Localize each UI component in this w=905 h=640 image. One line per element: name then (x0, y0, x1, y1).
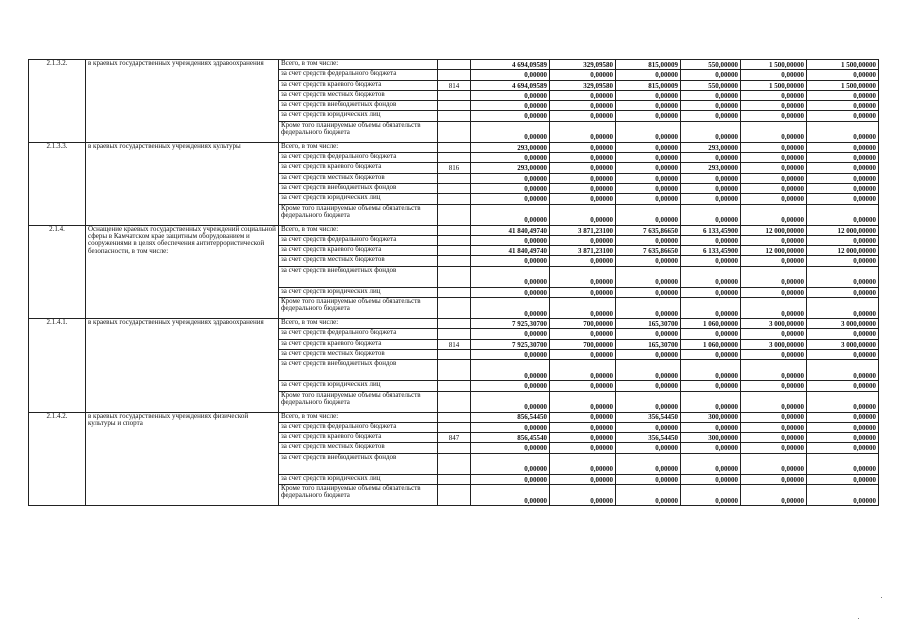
amount-cell: 0,00000 (681, 153, 741, 163)
funding-source: за счет средств краевого бюджета (279, 163, 438, 173)
amount-cell: 0,00000 (741, 349, 807, 359)
amount-cell: 3 871,23100 (550, 225, 616, 235)
amount-cell: 0,00000 (550, 90, 616, 100)
measure-name: в краевых государственных учреждениях здравоохранения (86, 60, 279, 143)
amount-cell: 0,00000 (616, 360, 681, 381)
amount-cell: 0,00000 (741, 163, 807, 173)
budget-code (438, 443, 471, 453)
funding-source: Всего, в том числе: (279, 225, 438, 235)
section-number: 2.1.4.2. (29, 412, 86, 505)
amount-cell: 0,00000 (807, 381, 879, 391)
amount-cell: 0,00000 (681, 453, 741, 474)
amount-cell: 0,00000 (471, 360, 550, 381)
amount-cell: 7 635,86650 (616, 225, 681, 235)
amount-cell: 0,00000 (681, 422, 741, 432)
amount-cell: 0,00000 (741, 453, 807, 474)
amount-cell: 0,00000 (550, 183, 616, 193)
funding-source: за счет средств внебюджетных фондов (279, 266, 438, 287)
amount-cell: 329,09580 (550, 60, 616, 70)
amount-cell: 0,00000 (550, 163, 616, 173)
amount-cell: 293,00000 (681, 142, 741, 152)
amount-cell: 0,00000 (471, 453, 550, 474)
amount-cell: 0,00000 (741, 474, 807, 484)
amount-cell: 0,00000 (471, 90, 550, 100)
amount-cell: 329,09580 (550, 80, 616, 90)
amount-cell: 0,00000 (741, 142, 807, 152)
amount-cell: 0,00000 (807, 360, 879, 381)
measure-name: в краевых государственных учреждениях культуры (86, 142, 279, 225)
budget-code (438, 101, 471, 111)
amount-cell: 0,00000 (550, 422, 616, 432)
amount-cell: 0,00000 (471, 287, 550, 297)
amount-cell: 0,00000 (471, 381, 550, 391)
amount-cell: 0,00000 (741, 443, 807, 453)
amount-cell: 0,00000 (616, 266, 681, 287)
amount-cell: 0,00000 (807, 474, 879, 484)
amount-cell: 0,00000 (616, 381, 681, 391)
amount-cell: 0,00000 (741, 381, 807, 391)
amount-cell: 0,00000 (616, 256, 681, 266)
amount-cell: 0,00000 (616, 183, 681, 193)
amount-cell: 0,00000 (471, 485, 550, 506)
budget-code (438, 111, 471, 121)
section-number: 2.1.3.2. (29, 60, 86, 143)
amount-cell: 0,00000 (471, 443, 550, 453)
funding-source: за счет средств краевого бюджета (279, 339, 438, 349)
amount-cell: 4 694,09589 (471, 80, 550, 90)
budget-code: 814 (438, 339, 471, 349)
budget-code (438, 266, 471, 287)
measure-name: Оснащение краевых государственных учреждений социальной сферы в Камчатском крае защитным оборудованием и сооружениями в целях обеспечения антитеррористической безопасности, в том числе: (86, 225, 279, 318)
budget-code (438, 391, 471, 412)
budget-code (438, 90, 471, 100)
amount-cell: 0,00000 (807, 298, 879, 319)
amount-cell: 0,00000 (471, 153, 550, 163)
budget-code (438, 319, 471, 329)
amount-cell: 293,00000 (681, 163, 741, 173)
amount-cell: 0,00000 (471, 266, 550, 287)
amount-cell: 0,00000 (616, 349, 681, 359)
amount-cell: 0,00000 (807, 412, 879, 422)
measure-name: в краевых государственных учреждениях физической культуры и спорта (86, 412, 279, 505)
funding-source: Кроме того планируемые объемы обязательств федерального бюджета (279, 298, 438, 319)
budget-code (438, 287, 471, 297)
amount-cell: 0,00000 (616, 204, 681, 225)
table-row (29, 319, 879, 329)
amount-cell: 0,00000 (616, 70, 681, 80)
amount-cell: 0,00000 (550, 256, 616, 266)
amount-cell: 0,00000 (681, 101, 741, 111)
table-row (29, 412, 879, 422)
amount-cell: 3 000,00000 (807, 339, 879, 349)
amount-cell: 0,00000 (807, 101, 879, 111)
amount-cell: 0,00000 (807, 90, 879, 100)
amount-cell: 0,00000 (616, 391, 681, 412)
amount-cell: 300,00000 (681, 412, 741, 422)
funding-source: за счет средств местных бюджетов (279, 349, 438, 359)
amount-cell: 0,00000 (550, 287, 616, 297)
amount-cell: 0,00000 (807, 153, 879, 163)
funding-source: Кроме того планируемые объемы обязательств федерального бюджета (279, 204, 438, 225)
amount-cell: 1 500,00000 (807, 60, 879, 70)
amount-cell: 0,00000 (471, 298, 550, 319)
amount-cell: 0,00000 (616, 194, 681, 204)
budget-code (438, 412, 471, 422)
amount-cell: 815,00009 (616, 80, 681, 90)
amount-cell: 0,00000 (616, 235, 681, 245)
amount-cell: 0,00000 (741, 360, 807, 381)
amount-cell: 0,00000 (807, 453, 879, 474)
amount-cell: 0,00000 (681, 173, 741, 183)
measure-name: в краевых государственных учреждениях здравоохранения (86, 319, 279, 412)
amount-cell: 0,00000 (741, 298, 807, 319)
budget-code (438, 153, 471, 163)
amount-cell: 0,00000 (681, 443, 741, 453)
amount-cell: 41 840,49740 (471, 246, 550, 256)
amount-cell: 12 000,00000 (807, 225, 879, 235)
amount-cell: 0,00000 (681, 194, 741, 204)
amount-cell: 0,00000 (807, 173, 879, 183)
funding-source: Всего, в том числе: (279, 412, 438, 422)
budget-code (438, 183, 471, 193)
amount-cell: 0,00000 (681, 360, 741, 381)
budget-code (438, 256, 471, 266)
amount-cell: 12 000,00000 (807, 246, 879, 256)
amount-cell: 0,00000 (681, 70, 741, 80)
amount-cell: 12 000,00000 (741, 246, 807, 256)
amount-cell: 0,00000 (616, 298, 681, 319)
amount-cell: 0,00000 (807, 194, 879, 204)
amount-cell: 0,00000 (550, 474, 616, 484)
amount-cell: 6 133,45900 (681, 225, 741, 235)
amount-cell: 0,00000 (741, 266, 807, 287)
amount-cell: 0,00000 (550, 381, 616, 391)
funding-source: Всего, в том числе: (279, 60, 438, 70)
amount-cell: 3 871,23100 (550, 246, 616, 256)
amount-cell: 0,00000 (741, 287, 807, 297)
amount-cell: 3 000,00000 (741, 339, 807, 349)
amount-cell: 0,00000 (471, 235, 550, 245)
budget-table (28, 59, 879, 506)
amount-cell: 0,00000 (681, 235, 741, 245)
amount-cell: 0,00000 (681, 329, 741, 339)
amount-cell: 0,00000 (616, 422, 681, 432)
budget-code: 847 (438, 433, 471, 443)
funding-source: Кроме того планируемые объемы обязательств федерального бюджета (279, 485, 438, 506)
amount-cell: 700,00000 (550, 319, 616, 329)
amount-cell: 0,00000 (471, 121, 550, 142)
funding-source: за счет средств федерального бюджета (279, 153, 438, 163)
amount-cell: 0,00000 (741, 235, 807, 245)
amount-cell: 856,45540 (471, 433, 550, 443)
amount-cell: 0,00000 (550, 453, 616, 474)
amount-cell: 0,00000 (471, 329, 550, 339)
amount-cell: 0,00000 (681, 266, 741, 287)
amount-cell: 293,00000 (471, 163, 550, 173)
amount-cell: 0,00000 (616, 121, 681, 142)
amount-cell: 0,00000 (741, 422, 807, 432)
amount-cell: 7 925,30700 (471, 319, 550, 329)
funding-source: за счет средств краевого бюджета (279, 433, 438, 443)
budget-code (438, 329, 471, 339)
amount-cell: 0,00000 (616, 101, 681, 111)
budget-code (438, 349, 471, 359)
amount-cell: 0,00000 (681, 111, 741, 121)
budget-code (438, 204, 471, 225)
budget-table-body (29, 60, 879, 506)
amount-cell: 0,00000 (550, 329, 616, 339)
amount-cell: 0,00000 (616, 443, 681, 453)
amount-cell: 3 000,00000 (741, 319, 807, 329)
amount-cell: 0,00000 (807, 204, 879, 225)
amount-cell: 0,00000 (681, 204, 741, 225)
budget-code (438, 360, 471, 381)
amount-cell: 1 060,00000 (681, 319, 741, 329)
amount-cell: 7 635,86650 (616, 246, 681, 256)
amount-cell: 0,00000 (741, 90, 807, 100)
amount-cell: 0,00000 (741, 153, 807, 163)
amount-cell: 0,00000 (681, 391, 741, 412)
amount-cell: 0,00000 (681, 381, 741, 391)
amount-cell: 0,00000 (550, 70, 616, 80)
amount-cell: 0,00000 (681, 349, 741, 359)
budget-code (438, 121, 471, 142)
amount-cell: 0,00000 (741, 204, 807, 225)
funding-source: Кроме того планируемые объемы обязательств федерального бюджета (279, 121, 438, 142)
funding-source: за счет средств внебюджетных фондов (279, 183, 438, 193)
funding-source: за счет средств федерального бюджета (279, 235, 438, 245)
amount-cell: 0,00000 (550, 194, 616, 204)
amount-cell: 0,00000 (471, 204, 550, 225)
budget-code (438, 453, 471, 474)
amount-cell: 0,00000 (807, 235, 879, 245)
amount-cell: 0,00000 (807, 183, 879, 193)
amount-cell: 0,00000 (681, 256, 741, 266)
amount-cell: 41 840,49740 (471, 225, 550, 235)
amount-cell: 356,54450 (616, 412, 681, 422)
budget-code (438, 381, 471, 391)
budget-code: 816 (438, 163, 471, 173)
amount-cell: 0,00000 (471, 194, 550, 204)
funding-source: за счет средств федерального бюджета (279, 70, 438, 80)
amount-cell: 856,54450 (471, 412, 550, 422)
amount-cell: 0,00000 (616, 173, 681, 183)
amount-cell: 12 000,00000 (741, 225, 807, 235)
budget-code (438, 474, 471, 484)
amount-cell: 0,00000 (741, 256, 807, 266)
amount-cell: 550,00000 (681, 60, 741, 70)
funding-source: за счет средств юридических лиц (279, 474, 438, 484)
amount-cell: 0,00000 (550, 235, 616, 245)
amount-cell: 0,00000 (741, 111, 807, 121)
section-number: 2.1.4.1. (29, 319, 86, 412)
amount-cell: 0,00000 (807, 287, 879, 297)
amount-cell: 0,00000 (471, 101, 550, 111)
amount-cell: 6 133,45900 (681, 246, 741, 256)
funding-source: за счет средств местных бюджетов (279, 443, 438, 453)
amount-cell: 0,00000 (807, 433, 879, 443)
budget-code (438, 235, 471, 245)
funding-source: за счет средств юридических лиц (279, 381, 438, 391)
amount-cell: 0,00000 (550, 204, 616, 225)
amount-cell: 0,00000 (550, 298, 616, 319)
amount-cell: 0,00000 (807, 256, 879, 266)
amount-cell: 1 500,00000 (741, 80, 807, 90)
amount-cell: 0,00000 (807, 422, 879, 432)
amount-cell: 0,00000 (681, 121, 741, 142)
amount-cell: 0,00000 (807, 443, 879, 453)
amount-cell: 0,00000 (681, 183, 741, 193)
funding-source: за счет средств местных бюджетов (279, 173, 438, 183)
amount-cell: 0,00000 (741, 173, 807, 183)
funding-source: за счет средств внебюджетных фондов (279, 101, 438, 111)
amount-cell: 0,00000 (550, 142, 616, 152)
amount-cell: 0,00000 (741, 194, 807, 204)
amount-cell: 0,00000 (741, 329, 807, 339)
amount-cell: 0,00000 (550, 433, 616, 443)
amount-cell: 0,00000 (807, 485, 879, 506)
amount-cell: 0,00000 (550, 360, 616, 381)
amount-cell: 0,00000 (616, 90, 681, 100)
amount-cell: 0,00000 (741, 70, 807, 80)
amount-cell: 0,00000 (471, 391, 550, 412)
amount-cell: 165,30700 (616, 319, 681, 329)
budget-code (438, 70, 471, 80)
amount-cell: 0,00000 (616, 287, 681, 297)
amount-cell: 0,00000 (741, 183, 807, 193)
amount-cell: 0,00000 (616, 329, 681, 339)
amount-cell: 0,00000 (741, 101, 807, 111)
amount-cell: 0,00000 (550, 412, 616, 422)
amount-cell: 0,00000 (550, 349, 616, 359)
amount-cell: 0,00000 (471, 256, 550, 266)
amount-cell: 0,00000 (471, 349, 550, 359)
funding-source: за счет средств юридических лиц (279, 287, 438, 297)
budget-code (438, 225, 471, 235)
amount-cell: 0,00000 (807, 266, 879, 287)
amount-cell: 0,00000 (550, 266, 616, 287)
amount-cell: 0,00000 (807, 142, 879, 152)
funding-source: за счет средств федерального бюджета (279, 329, 438, 339)
amount-cell: 1 500,00000 (741, 60, 807, 70)
budget-code (438, 194, 471, 204)
funding-source: за счет средств местных бюджетов (279, 90, 438, 100)
budget-code (438, 173, 471, 183)
scan-speck (858, 618, 859, 619)
amount-cell: 0,00000 (681, 90, 741, 100)
budget-code (438, 485, 471, 506)
amount-cell: 0,00000 (550, 101, 616, 111)
amount-cell: 0,00000 (681, 485, 741, 506)
amount-cell: 550,00000 (681, 80, 741, 90)
funding-source: за счет средств внебюджетных фондов (279, 360, 438, 381)
funding-source: Кроме того планируемые объемы обязательств федерального бюджета (279, 391, 438, 412)
amount-cell: 0,00000 (807, 70, 879, 80)
funding-source: Всего, в том числе: (279, 319, 438, 329)
amount-cell: 0,00000 (616, 485, 681, 506)
amount-cell: 165,30700 (616, 339, 681, 349)
amount-cell: 293,00000 (471, 142, 550, 152)
amount-cell: 0,00000 (681, 474, 741, 484)
amount-cell: 0,00000 (807, 121, 879, 142)
amount-cell: 700,00000 (550, 339, 616, 349)
amount-cell: 0,00000 (807, 329, 879, 339)
amount-cell: 0,00000 (616, 453, 681, 474)
amount-cell: 0,00000 (471, 183, 550, 193)
amount-cell: 300,00000 (681, 433, 741, 443)
amount-cell: 0,00000 (471, 111, 550, 121)
amount-cell: 0,00000 (741, 412, 807, 422)
amount-cell: 0,00000 (550, 153, 616, 163)
funding-source: за счет средств внебюджетных фондов (279, 453, 438, 474)
amount-cell: 0,00000 (807, 111, 879, 121)
amount-cell: 0,00000 (471, 173, 550, 183)
funding-source: за счет средств краевого бюджета (279, 246, 438, 256)
amount-cell: 0,00000 (681, 287, 741, 297)
table-row (29, 225, 879, 235)
amount-cell: 7 925,30700 (471, 339, 550, 349)
amount-cell: 0,00000 (681, 298, 741, 319)
amount-cell: 0,00000 (807, 163, 879, 173)
amount-cell: 0,00000 (741, 121, 807, 142)
budget-code: 814 (438, 80, 471, 90)
amount-cell: 0,00000 (807, 391, 879, 412)
amount-cell: 0,00000 (807, 349, 879, 359)
amount-cell: 815,00009 (616, 60, 681, 70)
amount-cell: 0,00000 (550, 485, 616, 506)
section-number: 2.1.3.3. (29, 142, 86, 225)
amount-cell: 0,00000 (471, 474, 550, 484)
amount-cell: 0,00000 (741, 485, 807, 506)
amount-cell: 0,00000 (550, 443, 616, 453)
amount-cell: 0,00000 (550, 111, 616, 121)
amount-cell: 3 000,00000 (807, 319, 879, 329)
amount-cell: 1 500,00000 (807, 80, 879, 90)
funding-source: за счет средств местных бюджетов (279, 256, 438, 266)
amount-cell: 0,00000 (550, 391, 616, 412)
amount-cell: 4 694,09589 (471, 60, 550, 70)
table-row (29, 142, 879, 152)
amount-cell: 1 060,00000 (681, 339, 741, 349)
amount-cell: 0,00000 (741, 391, 807, 412)
budget-code (438, 60, 471, 70)
funding-source: за счет средств федерального бюджета (279, 422, 438, 432)
amount-cell: 0,00000 (550, 173, 616, 183)
amount-cell: 0,00000 (471, 422, 550, 432)
funding-source: за счет средств краевого бюджета (279, 80, 438, 90)
table-row (29, 60, 879, 70)
funding-source: за счет средств юридических лиц (279, 111, 438, 121)
section-number: 2.1.4. (29, 225, 86, 318)
budget-code (438, 298, 471, 319)
amount-cell: 0,00000 (550, 121, 616, 142)
budget-code (438, 246, 471, 256)
amount-cell: 0,00000 (616, 111, 681, 121)
amount-cell: 356,54450 (616, 433, 681, 443)
amount-cell: 0,00000 (616, 153, 681, 163)
scan-speck (881, 597, 882, 598)
budget-code (438, 142, 471, 152)
amount-cell: 0,00000 (741, 433, 807, 443)
funding-source: Всего, в том числе: (279, 142, 438, 152)
amount-cell: 0,00000 (471, 70, 550, 80)
amount-cell: 0,00000 (616, 474, 681, 484)
budget-code (438, 422, 471, 432)
amount-cell: 0,00000 (616, 163, 681, 173)
funding-source: за счет средств юридических лиц (279, 194, 438, 204)
amount-cell: 0,00000 (616, 142, 681, 152)
